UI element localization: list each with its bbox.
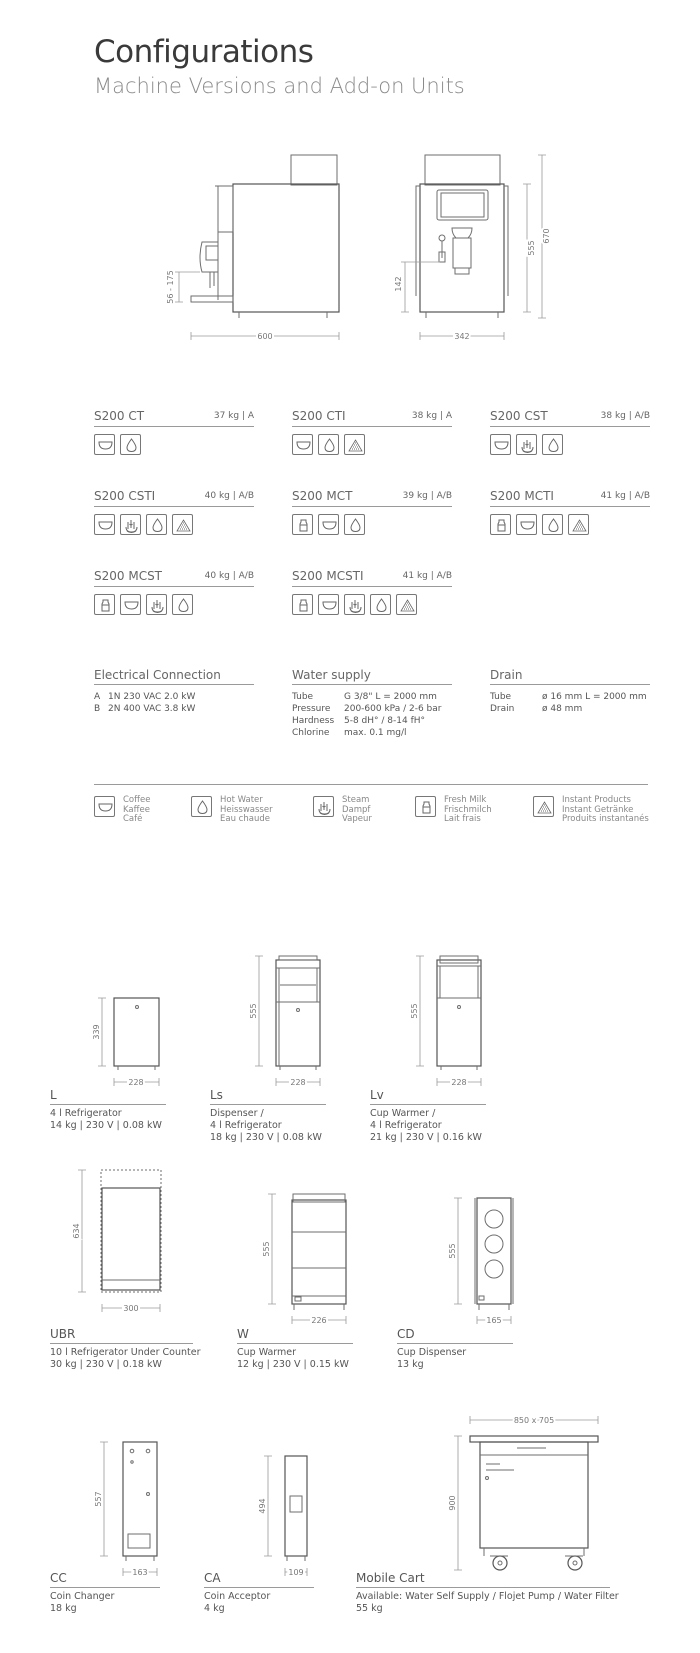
model-name: S200 CT — [94, 409, 145, 423]
electrical-row-a: A 1N 230 VAC 2.0 kW — [94, 692, 196, 702]
model-name: S200 MCSTI — [292, 569, 364, 583]
unit-l-height: 339 — [92, 1024, 101, 1040]
unit-cart-height: 900 — [448, 1495, 457, 1511]
drain-row-tube: Tube ø 16 mm L = 2000 mm — [490, 692, 647, 702]
model-spec: 40 kg | A/B — [204, 571, 254, 581]
unit-description-line: 30 kg | 230 V | 0.18 kW — [50, 1359, 162, 1370]
unit-description-line: 14 kg | 230 V | 0.08 kW — [50, 1120, 162, 1131]
legend-line: Frischmilch — [444, 804, 492, 815]
model-name: S200 CSTI — [94, 489, 156, 503]
side-height-range-label: 56 - 175 — [166, 270, 175, 304]
unit-description — [356, 1591, 619, 1615]
legend-line: Instant Products — [562, 795, 631, 805]
legend-line: Vapeur — [342, 814, 372, 824]
unit-description — [50, 1108, 162, 1132]
model-spec: 38 kg | A/B — [600, 411, 650, 421]
unit-lv-height: 555 — [410, 1003, 419, 1019]
unit-ubr-width: 300 — [123, 1304, 139, 1313]
legend-line: Eau chaude — [220, 814, 270, 824]
unit-code: CC — [50, 1571, 160, 1588]
model-name: S200 CTI — [292, 409, 346, 423]
unit-description-line: 10 l Refrigerator Under Counter — [50, 1347, 201, 1358]
unit-description — [397, 1347, 466, 1371]
unit-cd-height: 555 — [448, 1243, 457, 1259]
unit-description-line: 13 kg — [397, 1359, 424, 1370]
model-name: S200 CST — [490, 409, 548, 423]
legend-line: Instant Getränke — [562, 804, 634, 815]
unit-description-line: 4 l Refrigerator — [370, 1120, 442, 1131]
water-row-pressure: Pressure 200-600 kPa / 2-6 bar — [292, 704, 442, 714]
unit-ls-width: 228 — [290, 1078, 306, 1087]
unit-ca-height: 494 — [258, 1498, 267, 1514]
legend-line: Kaffee — [123, 804, 150, 815]
model-spec: 40 kg | A/B — [204, 491, 254, 501]
unit-description — [370, 1108, 482, 1144]
water-row-hardness: Hardness 5-8 dH° / 8-14 fH° — [292, 716, 426, 726]
unit-description-line: 18 kg — [50, 1603, 77, 1614]
legend-line: Coffee — [123, 795, 151, 805]
legend-line: Heisswasser — [220, 804, 273, 815]
unit-description-line: 4 l Refrigerator — [210, 1120, 282, 1131]
page-title: Configurations — [94, 34, 314, 70]
legend-line: Produits instantanés — [562, 814, 649, 824]
model-name: S200 MCTI — [490, 489, 554, 503]
unit-description-line: 4 kg — [204, 1603, 225, 1614]
unit-description-line: Cup Dispenser — [397, 1347, 467, 1358]
unit-description — [50, 1591, 114, 1615]
unit-code: UBR — [50, 1327, 193, 1344]
legend-line: Café — [123, 814, 143, 824]
unit-cc-height: 557 — [94, 1491, 103, 1507]
unit-description-line: Coin Changer — [50, 1591, 115, 1602]
drain-row-drain: Drain ø 48 mm — [490, 704, 583, 714]
unit-description-line: Available: Water Self Supply / Flojet Pump / Water Filter — [356, 1591, 619, 1602]
water-row-chlorine: Chlorine max. 0.1 mg/l — [292, 728, 407, 738]
legend-line: Steam — [342, 795, 370, 805]
front-nozzle-height-label: 142 — [394, 276, 403, 292]
unit-code: CD — [397, 1327, 513, 1344]
unit-code: Lv — [370, 1088, 486, 1105]
model-spec: 38 kg | A — [411, 411, 452, 421]
unit-w-height: 555 — [262, 1241, 271, 1257]
unit-description — [50, 1347, 200, 1371]
front-width-label: 342 — [454, 332, 470, 341]
unit-cd-width: 165 — [486, 1316, 502, 1325]
unit-description — [237, 1347, 349, 1371]
legend-line: Fresh Milk — [444, 795, 487, 805]
unit-cc-width: 163 — [132, 1568, 148, 1577]
legend-line: Dampf — [342, 804, 371, 815]
front-total-height-label: 670 — [542, 228, 551, 244]
unit-ls-height: 555 — [249, 1003, 258, 1019]
unit-description-line: 18 kg | 230 V | 0.08 kW — [210, 1132, 322, 1143]
unit-code: W — [237, 1327, 353, 1344]
unit-lv-width: 228 — [451, 1078, 467, 1087]
electrical-row-b: B 2N 400 VAC 3.8 kW — [94, 704, 196, 714]
legend-line: Hot Water — [220, 795, 263, 805]
water-supply-heading: Water supply — [292, 668, 452, 685]
legend-line: Lait frais — [444, 814, 481, 824]
water-row-tube: Tube G 3/8" L = 2000 mm — [292, 692, 437, 702]
unit-l-width: 228 — [128, 1078, 144, 1087]
unit-description-line: Dispenser / — [210, 1108, 264, 1119]
unit-code: L — [50, 1088, 166, 1105]
unit-code: Mobile Cart — [356, 1571, 610, 1588]
unit-code: CA — [204, 1571, 314, 1588]
unit-cart-width: 850 x 705 — [513, 1416, 555, 1425]
unit-description — [204, 1591, 270, 1615]
model-spec: 39 kg | A/B — [402, 491, 452, 501]
page-subtitle: Machine Versions and Add-on Units — [94, 74, 465, 98]
side-width-label: 600 — [257, 332, 273, 341]
model-spec: 41 kg | A/B — [600, 491, 650, 501]
unit-description-line: Cup Warmer — [237, 1347, 297, 1358]
front-body-height-label: 555 — [527, 240, 536, 256]
unit-description-line: 4 l Refrigerator — [50, 1108, 122, 1119]
electrical-heading: Electrical Connection — [94, 668, 254, 685]
drain-heading: Drain — [490, 668, 650, 685]
unit-description-line: 21 kg | 230 V | 0.16 kW — [370, 1132, 482, 1143]
unit-description-line: 55 kg — [356, 1603, 383, 1614]
unit-description-line: Coin Acceptor — [204, 1591, 271, 1602]
unit-ubr-height: 634 — [72, 1223, 81, 1239]
unit-ca-width: 109 — [288, 1568, 304, 1577]
model-spec: 41 kg | A/B — [402, 571, 452, 581]
model-spec: 37 kg | A — [213, 411, 254, 421]
unit-description — [210, 1108, 322, 1144]
unit-code: Ls — [210, 1088, 326, 1105]
unit-description-line: Cup Warmer / — [370, 1108, 436, 1119]
model-name: S200 MCST — [94, 569, 163, 583]
unit-w-width: 226 — [311, 1316, 327, 1325]
unit-description-line: 12 kg | 230 V | 0.15 kW — [237, 1359, 349, 1370]
model-name: S200 MCT — [292, 489, 353, 503]
